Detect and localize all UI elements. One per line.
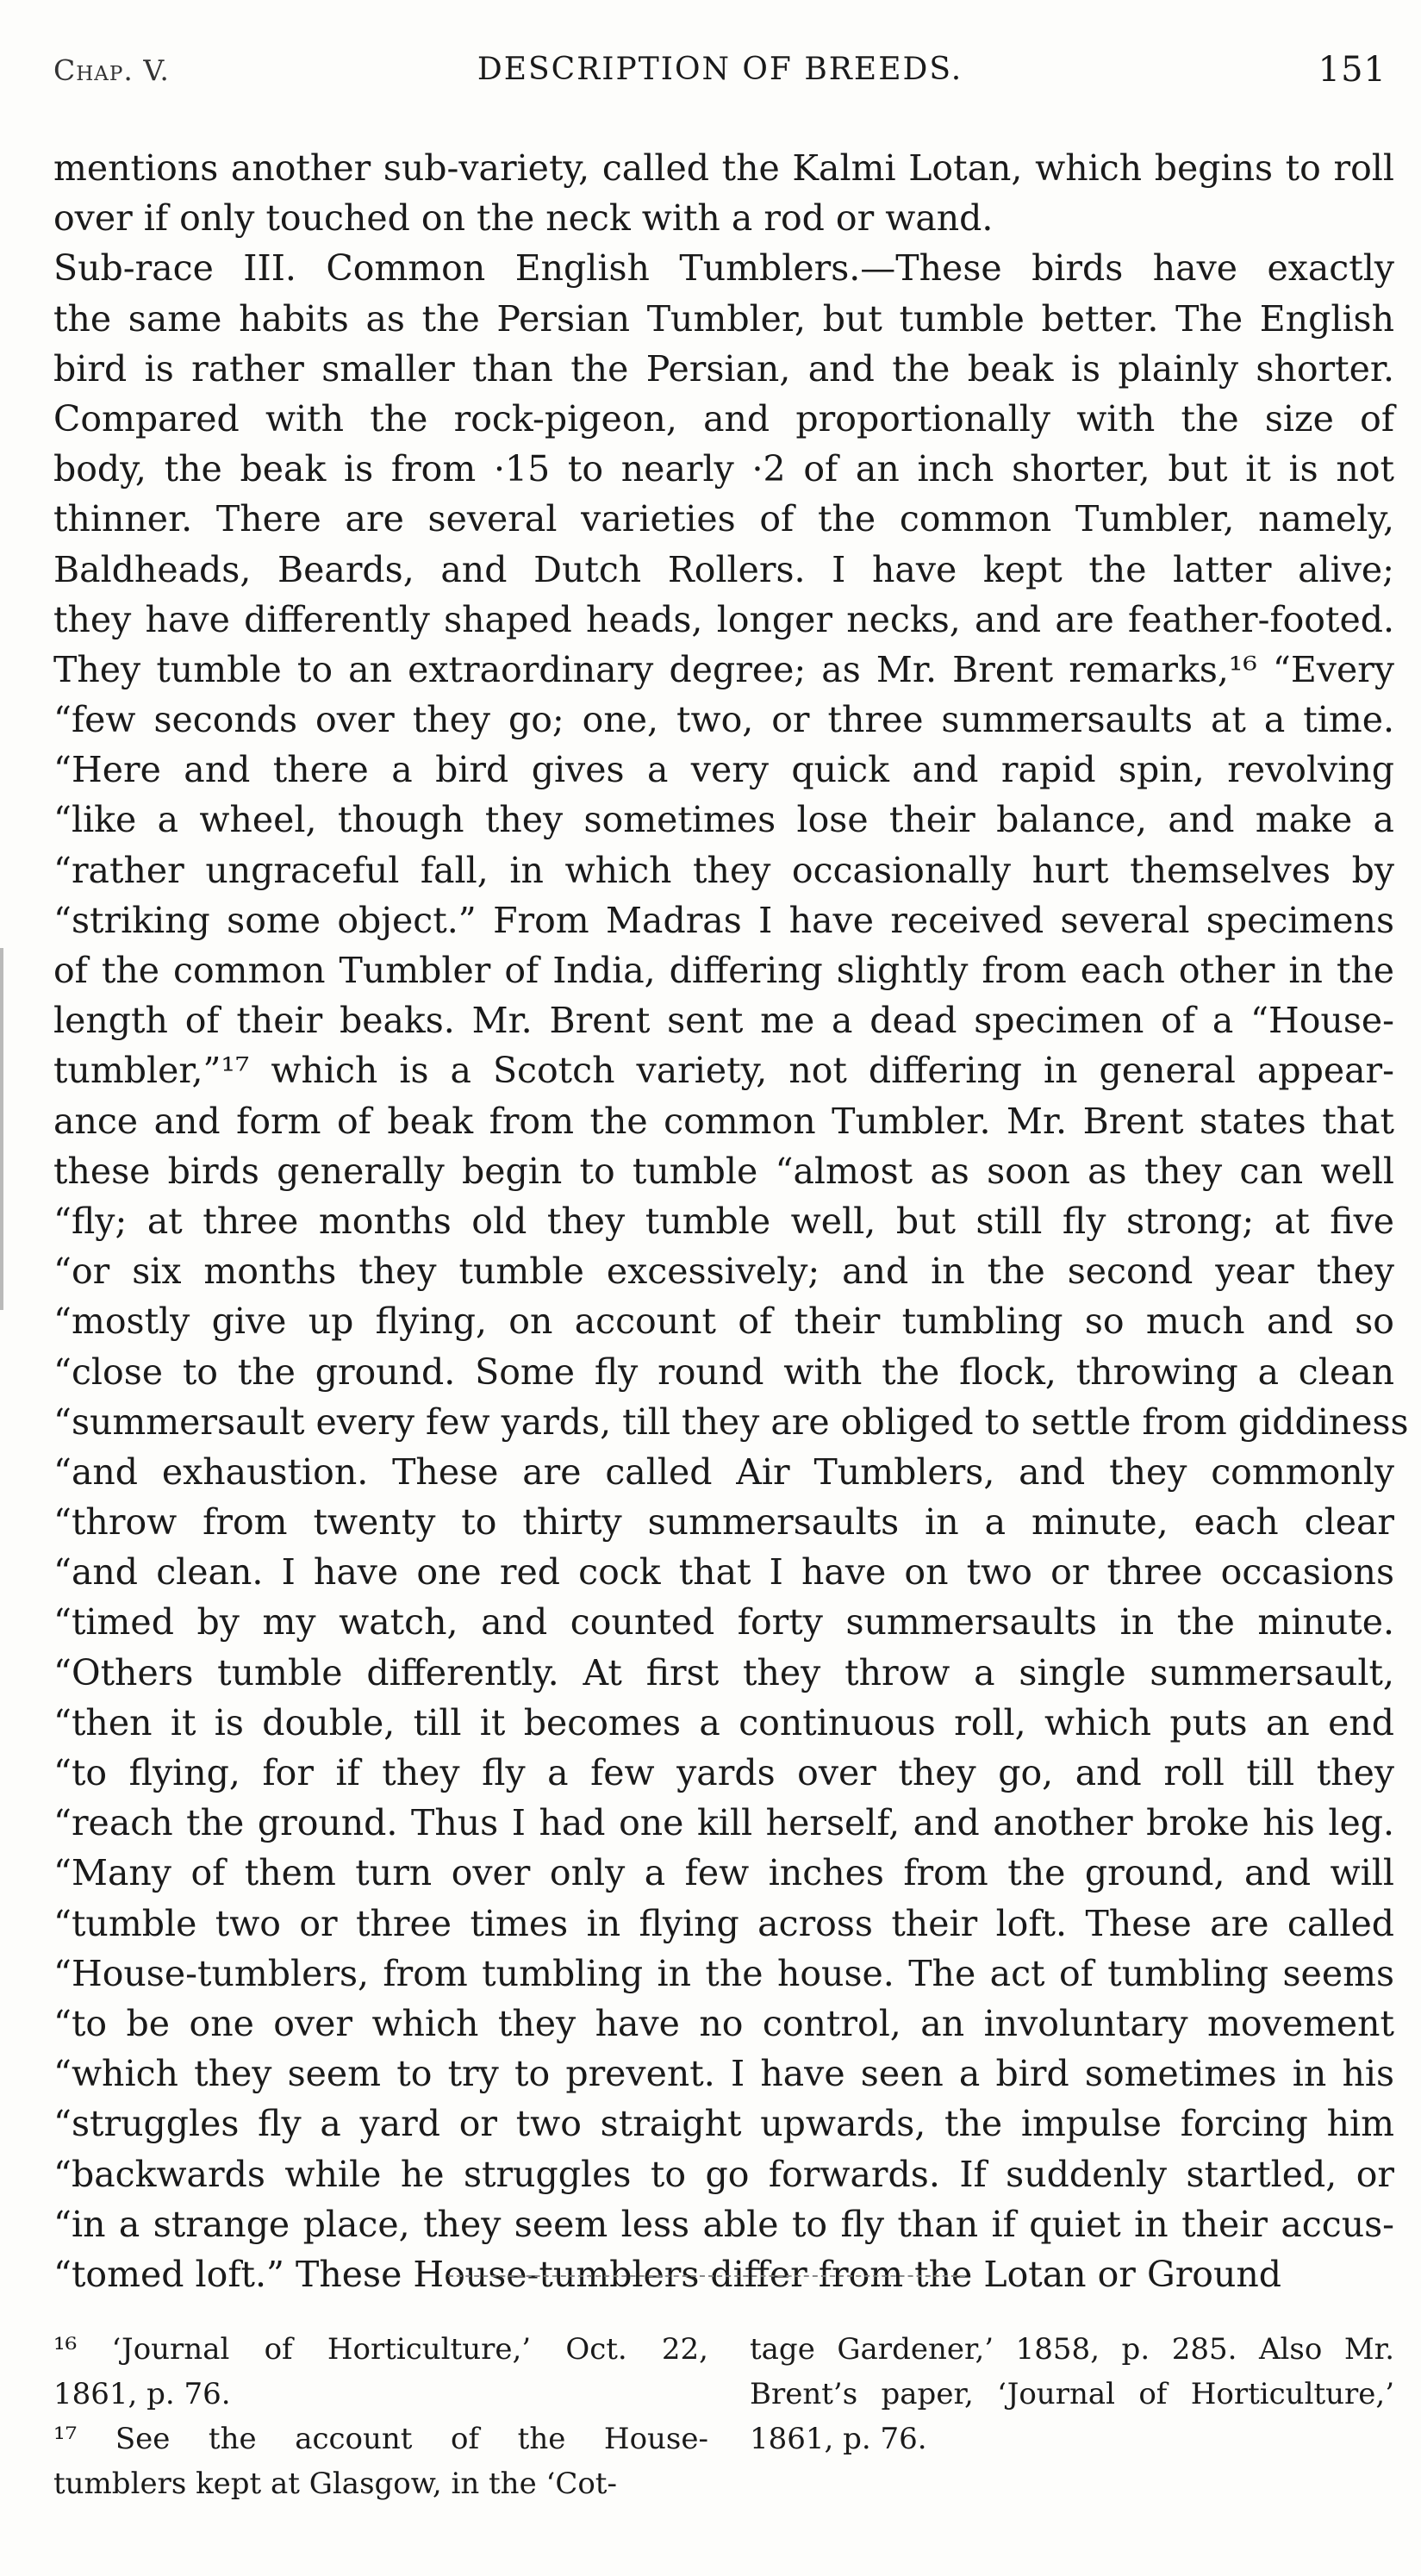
text-line: length of their beaks. Mr. Brent sent me a dead specimen of a “House-: [53, 1000, 1394, 1042]
footnote-line: tage Gardener,’ 1858, p. 285. Also Mr.: [750, 2332, 1394, 2367]
text-line: “or six months they tumble excessively; and in the second year they: [53, 1251, 1394, 1293]
text-line: “mostly give up flying, on account of their tumbling so much and so: [53, 1300, 1394, 1343]
page-number: 151: [1318, 50, 1387, 90]
text-line: “tumble two or three times in flying across their loft. These are called: [53, 1902, 1394, 1944]
binding-shadow: [0, 948, 3, 1310]
text-line: “Here and there a bird gives a very quick and rapid spin, revolving: [53, 749, 1394, 791]
text-line: “which they seem to try to prevent. I have seen a bird sometimes in his: [53, 2053, 1394, 2095]
running-header: [53, 48, 1387, 100]
footnote-line: ¹⁷ See the account of the House-: [53, 2422, 708, 2456]
text-line: “to be one over which they have no control, an involuntary movement: [53, 2002, 1394, 2044]
text-line: they have differently shaped heads, longer necks, and are feather-footed.: [53, 598, 1394, 640]
footnote-line: 1861, p. 76.: [750, 2422, 927, 2456]
text-line: “like a wheel, though they sometimes lose their balance, and make a: [53, 799, 1394, 841]
text-line: these birds generally begin to tumble “almost as soon as they can well: [53, 1150, 1394, 1192]
text-line: thinner. There are several varieties of the common Tumbler, namely,: [53, 498, 1394, 540]
text-line: the same habits as the Persian Tumbler, but tumble better. The English: [53, 297, 1394, 340]
text-line: “summersault every few yards, till they are obliged to settle from giddiness: [53, 1400, 1409, 1443]
text-line: “and exhaustion. These are called Air Tumblers, and they commonly: [53, 1450, 1394, 1493]
text-line: bird is rather smaller than the Persian, and the beak is plainly shorter.: [53, 347, 1394, 390]
footnote-line: tumblers kept at Glasgow, in the ‘Cot-: [53, 2467, 617, 2501]
text-line: “tomed loft.” These House-tumblers differ from the Lotan or Ground: [53, 2253, 1282, 2295]
chapter-label: Chap. V.: [53, 53, 170, 87]
text-line: “in a strange place, they seem less able to fly than if quiet in their accus-: [53, 2203, 1394, 2245]
page-title: DESCRIPTION OF BREEDS.: [477, 52, 963, 87]
footnotes-left-column: [53, 2327, 708, 2506]
text-line: “struggles fly a yard or two straight upwards, the impulse forcing him: [53, 2103, 1394, 2145]
text-line: tumbler,”¹⁷ which is a Scotch variety, not differing in general appear-: [53, 1050, 1394, 1092]
text-line: “throw from twenty to thirty summersaults in a minute, each clear: [53, 1501, 1394, 1544]
footnote-line: ¹⁶ ‘Journal of Horticulture,’ Oct. 22,: [53, 2332, 708, 2367]
text-line: “few seconds over they go; one, two, or three summersaults at a time.: [53, 699, 1394, 741]
text-line: mentions another sub-variety, called the Kalmi Lotan, which begins to roll: [53, 147, 1394, 189]
text-line: “Others tumble differently. At first they throw a single summersault,: [53, 1651, 1394, 1693]
footnotes-right-column: [750, 2327, 1394, 2461]
body-text: [53, 143, 1409, 2299]
text-line: body, the beak is from ·15 to nearly ·2 of an inch shorter, but it is not: [53, 448, 1394, 490]
text-line: “backwards while he struggles to go forwards. If suddenly startled, or: [53, 2153, 1394, 2195]
text-line: ance and form of beak from the common Tumbler. Mr. Brent states that: [53, 1100, 1394, 1142]
text-line: “timed by my watch, and counted forty summersaults in the minute.: [53, 1601, 1394, 1644]
text-line: “Many of them turn over only a few inches from the ground, and will: [53, 1852, 1394, 1894]
text-line: They tumble to an extraordinary degree; as Mr. Brent remarks,¹⁶ “Every: [53, 648, 1394, 690]
text-line: “rather ungraceful fall, in which they occasionally hurt themselves by: [53, 849, 1394, 891]
footnote-line: 1861, p. 76.: [53, 2377, 231, 2411]
text-line: Compared with the rock-pigeon, and proportionally with the size of: [53, 397, 1394, 440]
text-line: “fly; at three months old they tumble well, but still fly strong; at five: [53, 1200, 1394, 1242]
text-line: Baldheads, Beards, and Dutch Rollers. I have kept the latter alive;: [53, 548, 1394, 590]
text-line: Sub-race III. Common English Tumblers.—These birds have exactly: [53, 247, 1394, 290]
footnote-line: Brent’s paper, ‘Journal of Horticulture,’: [750, 2377, 1394, 2411]
text-line: over if only touched on the neck with a rod or wand.: [53, 197, 994, 240]
text-line: of the common Tumbler of India, differing slightly from each other in the: [53, 950, 1394, 991]
footnote-divider: [448, 2275, 965, 2277]
text-line: “striking some object.” From Madras I have received several specimens: [53, 899, 1394, 941]
text-line: “then it is double, till it becomes a continuous roll, which puts an end: [53, 1701, 1394, 1743]
text-line: “reach the ground. Thus I had one kill herself, and another broke his leg.: [53, 1802, 1394, 1844]
text-line: “to flying, for if they fly a few yards over they go, and roll till they: [53, 1752, 1394, 1793]
text-line: “House-tumblers, from tumbling in the house. The act of tumbling seems: [53, 1952, 1394, 1994]
text-line: “and clean. I have one red cock that I have on two or three occasions: [53, 1551, 1394, 1594]
text-line: “close to the ground. Some fly round with the flock, throwing a clean: [53, 1350, 1394, 1393]
